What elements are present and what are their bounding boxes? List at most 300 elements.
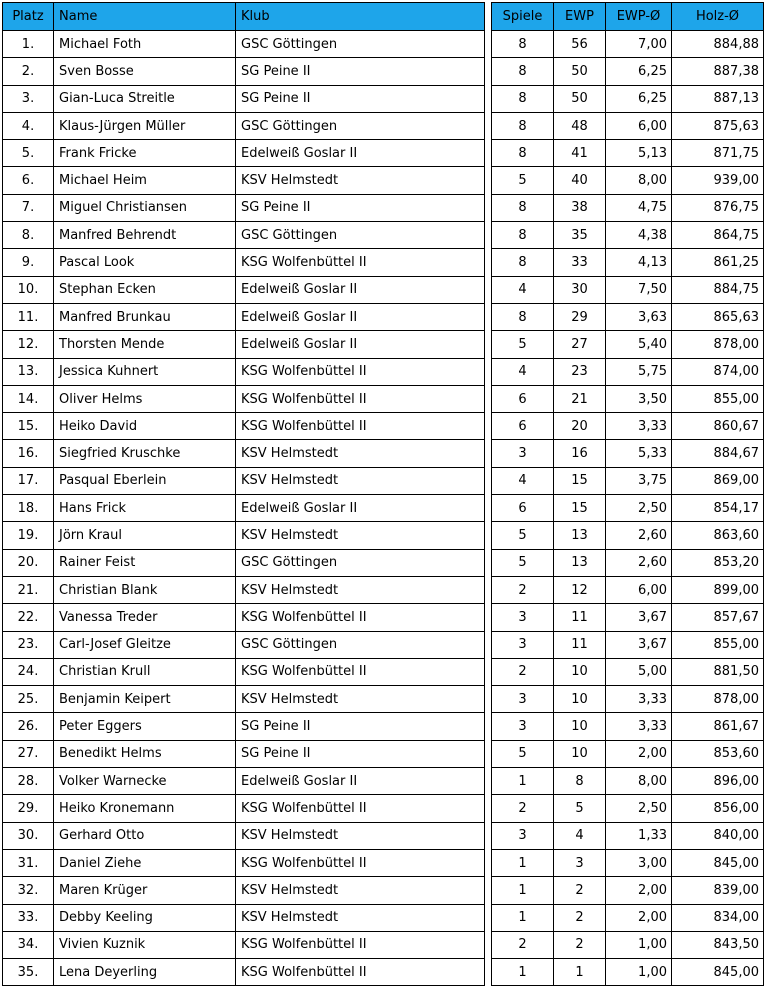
cell-platz: 13. (3, 358, 54, 385)
cell-name: Christian Krull (54, 658, 236, 685)
cell-ewp-avg: 2,50 (606, 795, 672, 822)
header-ewp-avg: EWP-Ø (606, 3, 672, 31)
table-row (492, 140, 764, 167)
table-row (492, 385, 764, 412)
table-row (492, 713, 764, 740)
cell-name: Frank Fricke (54, 140, 236, 167)
cell-name: Manfred Brunkau (54, 303, 236, 330)
table-row (3, 768, 485, 795)
cell-ewp-avg: 5,13 (606, 140, 672, 167)
cell-holz-avg: 855,00 (672, 631, 764, 658)
cell-platz: 27. (3, 740, 54, 767)
cell-platz: 21. (3, 576, 54, 603)
table-row (3, 740, 485, 767)
cell-klub: KSV Helmstedt (236, 877, 485, 904)
table-row (3, 795, 485, 822)
cell-name: Benjamin Keipert (54, 686, 236, 713)
cell-holz-avg: 881,50 (672, 658, 764, 685)
cell-spiele: 2 (492, 795, 554, 822)
cell-klub: KSV Helmstedt (236, 167, 485, 194)
cell-klub: KSG Wolfenbüttel II (236, 249, 485, 276)
cell-name: Pasqual Eberlein (54, 467, 236, 494)
table-row (492, 877, 764, 904)
cell-spiele: 1 (492, 768, 554, 795)
cell-spiele: 1 (492, 904, 554, 931)
table-row (492, 440, 764, 467)
cell-klub: Edelweiß Goslar II (236, 768, 485, 795)
cell-holz-avg: 864,75 (672, 222, 764, 249)
table-row (3, 877, 485, 904)
cell-name: Michael Foth (54, 31, 236, 58)
cell-klub: KSV Helmstedt (236, 576, 485, 603)
table-row (3, 522, 485, 549)
cell-platz: 32. (3, 877, 54, 904)
cell-platz: 18. (3, 495, 54, 522)
table-row (3, 331, 485, 358)
cell-ewp: 10 (554, 740, 606, 767)
cell-holz-avg: 896,00 (672, 768, 764, 795)
cell-ewp: 11 (554, 631, 606, 658)
cell-ewp: 29 (554, 303, 606, 330)
cell-klub: KSV Helmstedt (236, 440, 485, 467)
cell-ewp-avg: 3,00 (606, 849, 672, 876)
cell-klub: Edelweiß Goslar II (236, 276, 485, 303)
cell-name: Heiko Kronemann (54, 795, 236, 822)
cell-holz-avg: 840,00 (672, 822, 764, 849)
cell-spiele: 6 (492, 413, 554, 440)
cell-name: Lena Deyerling (54, 959, 236, 986)
cell-platz: 23. (3, 631, 54, 658)
cell-ewp: 33 (554, 249, 606, 276)
cell-holz-avg: 887,13 (672, 85, 764, 112)
table-row (3, 358, 485, 385)
cell-platz: 29. (3, 795, 54, 822)
cell-platz: 6. (3, 167, 54, 194)
cell-ewp-avg: 3,33 (606, 686, 672, 713)
cell-ewp: 23 (554, 358, 606, 385)
cell-klub: KSG Wolfenbüttel II (236, 959, 485, 986)
cell-platz: 24. (3, 658, 54, 685)
cell-holz-avg: 845,00 (672, 849, 764, 876)
cell-spiele: 2 (492, 576, 554, 603)
table-row (3, 931, 485, 958)
cell-klub: KSV Helmstedt (236, 686, 485, 713)
cell-ewp-avg: 7,00 (606, 31, 672, 58)
cell-holz-avg: 875,63 (672, 112, 764, 139)
cell-ewp: 41 (554, 140, 606, 167)
cell-ewp: 40 (554, 167, 606, 194)
cell-ewp-avg: 3,33 (606, 713, 672, 740)
cell-holz-avg: 839,00 (672, 877, 764, 904)
cell-name: Vanessa Treder (54, 604, 236, 631)
cell-ewp-avg: 6,00 (606, 112, 672, 139)
table-row (492, 549, 764, 576)
cell-spiele: 3 (492, 822, 554, 849)
cell-holz-avg: 834,00 (672, 904, 764, 931)
cell-klub: KSG Wolfenbüttel II (236, 413, 485, 440)
cell-klub: Edelweiß Goslar II (236, 303, 485, 330)
cell-spiele: 6 (492, 385, 554, 412)
cell-klub: Edelweiß Goslar II (236, 495, 485, 522)
cell-ewp-avg: 7,50 (606, 276, 672, 303)
cell-ewp: 13 (554, 549, 606, 576)
cell-name: Thorsten Mende (54, 331, 236, 358)
cell-klub: GSC Göttingen (236, 631, 485, 658)
cell-klub: KSV Helmstedt (236, 822, 485, 849)
cell-ewp-avg: 2,00 (606, 877, 672, 904)
table-row (492, 904, 764, 931)
cell-ewp-avg: 4,75 (606, 194, 672, 221)
cell-spiele: 1 (492, 877, 554, 904)
table-row (3, 904, 485, 931)
cell-ewp: 35 (554, 222, 606, 249)
cell-platz: 34. (3, 931, 54, 958)
cell-spiele: 3 (492, 604, 554, 631)
cell-ewp-avg: 5,00 (606, 658, 672, 685)
cell-klub: KSG Wolfenbüttel II (236, 849, 485, 876)
table-row (492, 576, 764, 603)
cell-ewp-avg: 2,00 (606, 740, 672, 767)
cell-platz: 9. (3, 249, 54, 276)
cell-ewp: 20 (554, 413, 606, 440)
table-row (3, 576, 485, 603)
table-row (3, 58, 485, 85)
table-row (3, 495, 485, 522)
cell-ewp-avg: 3,67 (606, 631, 672, 658)
cell-ewp: 12 (554, 576, 606, 603)
cell-name: Benedikt Helms (54, 740, 236, 767)
cell-spiele: 5 (492, 549, 554, 576)
cell-name: Rainer Feist (54, 549, 236, 576)
cell-ewp-avg: 1,00 (606, 931, 672, 958)
cell-ewp-avg: 1,33 (606, 822, 672, 849)
cell-ewp: 30 (554, 276, 606, 303)
cell-ewp: 4 (554, 822, 606, 849)
cell-ewp: 27 (554, 331, 606, 358)
table-row (3, 658, 485, 685)
table-row (492, 85, 764, 112)
cell-name: Michael Heim (54, 167, 236, 194)
cell-name: Pascal Look (54, 249, 236, 276)
cell-ewp-avg: 3,63 (606, 303, 672, 330)
cell-name: Klaus-Jürgen Müller (54, 112, 236, 139)
cell-klub: KSV Helmstedt (236, 522, 485, 549)
cell-name: Sven Bosse (54, 58, 236, 85)
table-row (492, 58, 764, 85)
cell-spiele: 4 (492, 358, 554, 385)
cell-klub: KSG Wolfenbüttel II (236, 658, 485, 685)
table-row (492, 467, 764, 494)
table-row (492, 331, 764, 358)
cell-holz-avg: 853,60 (672, 740, 764, 767)
ranking-table-left (2, 2, 485, 986)
cell-name: Manfred Behrendt (54, 222, 236, 249)
cell-ewp-avg: 3,50 (606, 385, 672, 412)
table-row (3, 222, 485, 249)
cell-holz-avg: 874,00 (672, 358, 764, 385)
cell-name: Peter Eggers (54, 713, 236, 740)
table-row (492, 413, 764, 440)
cell-holz-avg: 878,00 (672, 686, 764, 713)
cell-holz-avg: 939,00 (672, 167, 764, 194)
header-holz-avg: Holz-Ø (672, 3, 764, 31)
cell-ewp-avg: 3,75 (606, 467, 672, 494)
cell-ewp: 8 (554, 768, 606, 795)
cell-ewp: 2 (554, 877, 606, 904)
cell-klub: GSC Göttingen (236, 31, 485, 58)
cell-ewp: 16 (554, 440, 606, 467)
table-row (3, 549, 485, 576)
cell-holz-avg: 871,75 (672, 140, 764, 167)
cell-spiele: 4 (492, 276, 554, 303)
table-row (492, 795, 764, 822)
cell-spiele: 8 (492, 222, 554, 249)
cell-name: Miguel Christiansen (54, 194, 236, 221)
cell-name: Oliver Helms (54, 385, 236, 412)
cell-ewp: 3 (554, 849, 606, 876)
cell-platz: 11. (3, 303, 54, 330)
cell-ewp-avg: 8,00 (606, 167, 672, 194)
cell-platz: 16. (3, 440, 54, 467)
table-row (492, 249, 764, 276)
table-row (3, 194, 485, 221)
cell-holz-avg: 857,67 (672, 604, 764, 631)
cell-platz: 1. (3, 31, 54, 58)
cell-name: Christian Blank (54, 576, 236, 603)
cell-spiele: 8 (492, 303, 554, 330)
table-row (3, 413, 485, 440)
cell-platz: 22. (3, 604, 54, 631)
cell-spiele: 5 (492, 331, 554, 358)
cell-holz-avg: 856,00 (672, 795, 764, 822)
cell-spiele: 8 (492, 112, 554, 139)
cell-holz-avg: 878,00 (672, 331, 764, 358)
cell-holz-avg: 861,25 (672, 249, 764, 276)
cell-spiele: 8 (492, 85, 554, 112)
cell-name: Gian-Luca Streitle (54, 85, 236, 112)
cell-name: Daniel Ziehe (54, 849, 236, 876)
cell-klub: Edelweiß Goslar II (236, 331, 485, 358)
cell-klub: SG Peine II (236, 58, 485, 85)
cell-klub: SG Peine II (236, 85, 485, 112)
cell-name: Siegfried Kruschke (54, 440, 236, 467)
cell-ewp: 10 (554, 686, 606, 713)
header-platz: Platz (3, 3, 54, 31)
table-row (3, 467, 485, 494)
cell-platz: 3. (3, 85, 54, 112)
table-row (492, 495, 764, 522)
cell-ewp-avg: 2,60 (606, 549, 672, 576)
table-row (3, 959, 485, 986)
table-row (492, 358, 764, 385)
header-row-right (492, 3, 764, 31)
cell-platz: 35. (3, 959, 54, 986)
cell-ewp-avg: 2,60 (606, 522, 672, 549)
cell-ewp-avg: 4,13 (606, 249, 672, 276)
table-row (492, 740, 764, 767)
cell-ewp: 1 (554, 959, 606, 986)
table-row (492, 303, 764, 330)
table-row (3, 604, 485, 631)
table-row (3, 385, 485, 412)
table-row (3, 686, 485, 713)
cell-ewp-avg: 6,00 (606, 576, 672, 603)
cell-platz: 2. (3, 58, 54, 85)
cell-name: Volker Warnecke (54, 768, 236, 795)
cell-spiele: 4 (492, 467, 554, 494)
cell-ewp: 56 (554, 31, 606, 58)
cell-klub: KSG Wolfenbüttel II (236, 385, 485, 412)
table-row (3, 31, 485, 58)
cell-platz: 28. (3, 768, 54, 795)
header-ewp: EWP (554, 3, 606, 31)
cell-spiele: 8 (492, 140, 554, 167)
cell-klub: KSV Helmstedt (236, 467, 485, 494)
header-klub: Klub (236, 3, 485, 31)
cell-ewp-avg: 8,00 (606, 768, 672, 795)
cell-ewp: 13 (554, 522, 606, 549)
cell-spiele: 5 (492, 167, 554, 194)
header-row-left (3, 3, 485, 31)
table-row (492, 31, 764, 58)
cell-ewp: 10 (554, 713, 606, 740)
cell-spiele: 8 (492, 249, 554, 276)
cell-name: Jessica Kuhnert (54, 358, 236, 385)
cell-platz: 7. (3, 194, 54, 221)
cell-platz: 5. (3, 140, 54, 167)
cell-platz: 14. (3, 385, 54, 412)
cell-platz: 33. (3, 904, 54, 931)
table-row (492, 112, 764, 139)
table-row (492, 167, 764, 194)
cell-spiele: 5 (492, 522, 554, 549)
cell-klub: KSV Helmstedt (236, 904, 485, 931)
cell-ewp-avg: 5,40 (606, 331, 672, 358)
table-row (3, 249, 485, 276)
table-row (3, 631, 485, 658)
cell-holz-avg: 843,50 (672, 931, 764, 958)
cell-ewp: 5 (554, 795, 606, 822)
cell-ewp: 2 (554, 904, 606, 931)
cell-holz-avg: 860,67 (672, 413, 764, 440)
cell-ewp: 2 (554, 931, 606, 958)
table-row (492, 931, 764, 958)
cell-spiele: 3 (492, 713, 554, 740)
table-row (3, 167, 485, 194)
table-row (3, 112, 485, 139)
cell-ewp-avg: 5,75 (606, 358, 672, 385)
cell-ewp: 48 (554, 112, 606, 139)
cell-klub: KSG Wolfenbüttel II (236, 358, 485, 385)
cell-holz-avg: 884,88 (672, 31, 764, 58)
cell-holz-avg: 887,38 (672, 58, 764, 85)
table-row (492, 849, 764, 876)
cell-spiele: 1 (492, 959, 554, 986)
cell-platz: 17. (3, 467, 54, 494)
cell-klub: KSG Wolfenbüttel II (236, 931, 485, 958)
table-row (492, 194, 764, 221)
cell-spiele: 8 (492, 194, 554, 221)
cell-holz-avg: 853,20 (672, 549, 764, 576)
cell-ewp-avg: 5,33 (606, 440, 672, 467)
cell-ewp-avg: 6,25 (606, 58, 672, 85)
cell-spiele: 2 (492, 931, 554, 958)
cell-ewp-avg: 6,25 (606, 85, 672, 112)
cell-holz-avg: 863,60 (672, 522, 764, 549)
cell-spiele: 3 (492, 686, 554, 713)
cell-ewp: 11 (554, 604, 606, 631)
cell-ewp: 15 (554, 495, 606, 522)
cell-platz: 30. (3, 822, 54, 849)
cell-spiele: 1 (492, 849, 554, 876)
cell-spiele: 2 (492, 658, 554, 685)
table-row (492, 222, 764, 249)
cell-holz-avg: 854,17 (672, 495, 764, 522)
cell-holz-avg: 845,00 (672, 959, 764, 986)
table-row (492, 658, 764, 685)
cell-ewp-avg: 2,00 (606, 904, 672, 931)
cell-name: Carl-Josef Gleitze (54, 631, 236, 658)
table-row (492, 959, 764, 986)
table-row (492, 822, 764, 849)
cell-holz-avg: 861,67 (672, 713, 764, 740)
cell-ewp-avg: 3,33 (606, 413, 672, 440)
cell-holz-avg: 884,75 (672, 276, 764, 303)
cell-platz: 26. (3, 713, 54, 740)
cell-klub: SG Peine II (236, 713, 485, 740)
header-spiele: Spiele (492, 3, 554, 31)
cell-klub: KSG Wolfenbüttel II (236, 604, 485, 631)
table-row (3, 822, 485, 849)
cell-ewp-avg: 4,38 (606, 222, 672, 249)
table-row (3, 440, 485, 467)
cell-name: Stephan Ecken (54, 276, 236, 303)
cell-holz-avg: 865,63 (672, 303, 764, 330)
table-row (492, 604, 764, 631)
cell-ewp: 50 (554, 85, 606, 112)
table-row (3, 303, 485, 330)
cell-holz-avg: 899,00 (672, 576, 764, 603)
cell-spiele: 3 (492, 631, 554, 658)
table-row (492, 522, 764, 549)
header-name: Name (54, 3, 236, 31)
cell-name: Jörn Kraul (54, 522, 236, 549)
cell-ewp-avg: 1,00 (606, 959, 672, 986)
cell-spiele: 8 (492, 58, 554, 85)
cell-klub: Edelweiß Goslar II (236, 140, 485, 167)
cell-holz-avg: 855,00 (672, 385, 764, 412)
cell-klub: SG Peine II (236, 740, 485, 767)
cell-spiele: 8 (492, 31, 554, 58)
table-row (492, 768, 764, 795)
table-row (3, 713, 485, 740)
cell-ewp: 15 (554, 467, 606, 494)
table-row (492, 276, 764, 303)
cell-spiele: 3 (492, 440, 554, 467)
cell-name: Debby Keeling (54, 904, 236, 931)
cell-klub: GSC Göttingen (236, 222, 485, 249)
cell-platz: 10. (3, 276, 54, 303)
cell-spiele: 5 (492, 740, 554, 767)
cell-platz: 8. (3, 222, 54, 249)
cell-name: Heiko David (54, 413, 236, 440)
cell-name: Vivien Kuznik (54, 931, 236, 958)
cell-klub: KSG Wolfenbüttel II (236, 795, 485, 822)
cell-platz: 19. (3, 522, 54, 549)
cell-holz-avg: 876,75 (672, 194, 764, 221)
cell-holz-avg: 869,00 (672, 467, 764, 494)
cell-platz: 15. (3, 413, 54, 440)
